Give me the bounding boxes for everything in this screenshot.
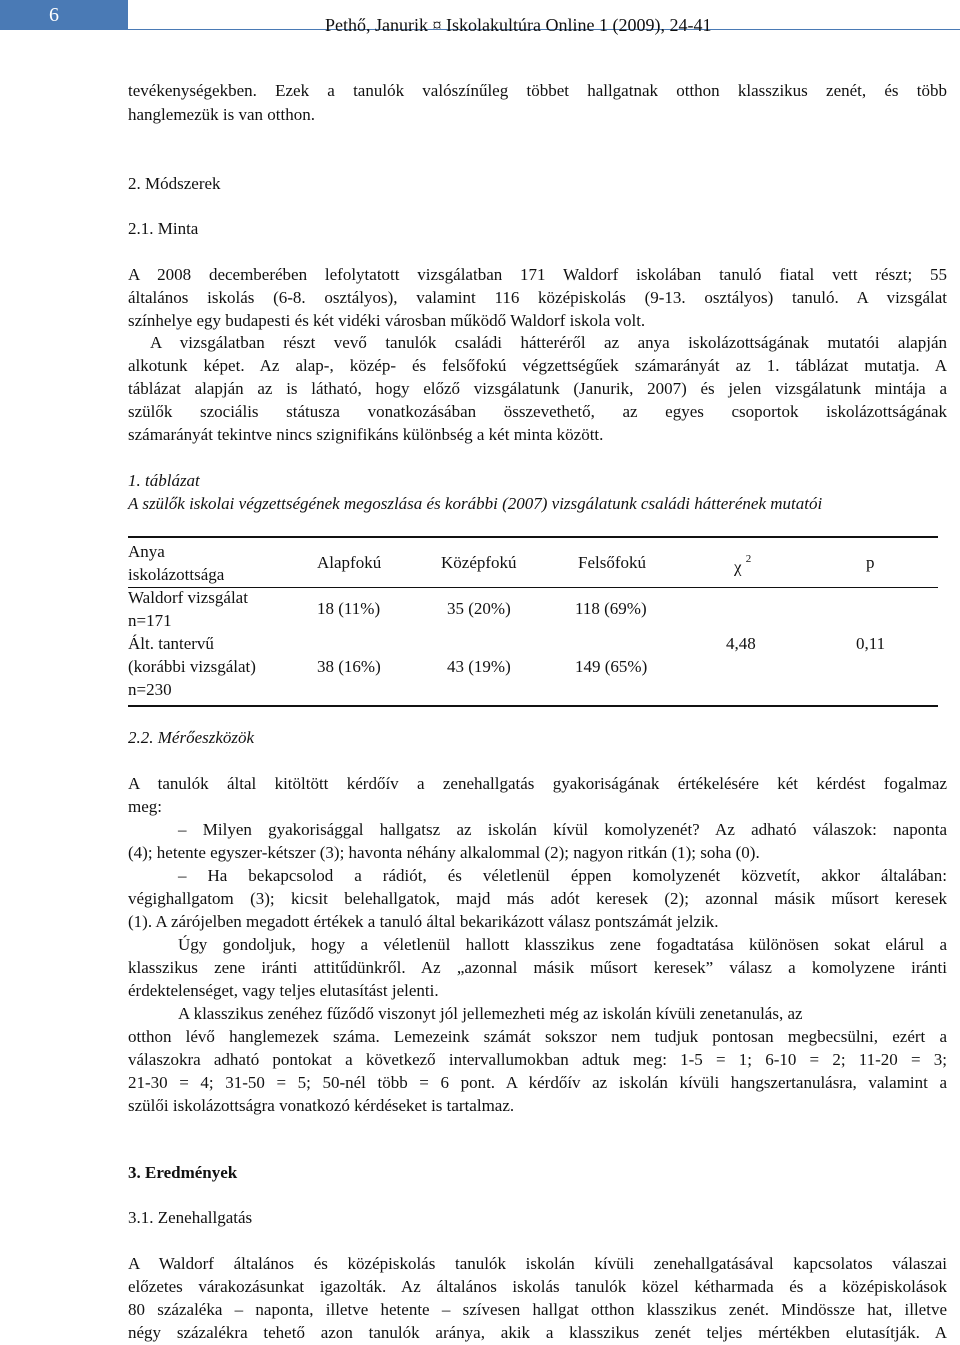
table-row-label: Ált. tantervű xyxy=(128,634,214,653)
paragraph-line: otthon lévő hanglemezek száma. Lemezeink számát sokszor nem tudjuk pontosan megbecsülni, ezért a xyxy=(128,1027,947,1046)
table-p-value: 0,11 xyxy=(856,634,886,653)
subsection-heading: 2.1. Minta xyxy=(128,219,199,238)
list-item-line: (1). A zárójelben megadott értékek a tanuló által bekarikázott válasz pontszámát jelzik. xyxy=(128,912,719,931)
running-title: Pethő, Janurik ¤ Iskolakultúra Online 1 (2009), 24-41 xyxy=(325,15,712,35)
table-header-cell: iskolázottsága xyxy=(128,565,225,584)
table-bottom-rule xyxy=(128,705,938,707)
section-heading: 3. Eredmények xyxy=(128,1163,238,1182)
paragraph-line: meg: xyxy=(128,797,162,816)
table-cell: 43 (19%) xyxy=(447,657,511,676)
paragraph-line: A 2008 decemberében lefolytatott vizsgálatban 171 Waldorf iskolában tanuló fiatal vett részt; 55 xyxy=(128,265,947,284)
paragraph-line: A Waldorf általános és középiskolás tanulók iskolán kívüli zenehallgatásával kapcsolatos válaszai xyxy=(128,1254,947,1273)
paragraph-line: általános iskolás (6-8. osztályos), valamint 116 középiskolás (9-13. osztályos) tanuló. A vizsgálat xyxy=(128,288,947,307)
paragraph-line: 80 százaléka – naponta, illetve hetente – szívesen hallgat otthon klasszikus zenét. Mindössze hat, illetve xyxy=(128,1300,947,1319)
page-number: 6 xyxy=(49,4,59,26)
subsection-heading: 2.2. Mérőeszközök xyxy=(128,728,255,747)
table-header-cell: Felsőfokú xyxy=(578,553,646,572)
table-cell: 38 (16%) xyxy=(317,657,381,676)
list-item-line: – Ha bekapcsolod a rádiót, és véletlenül éppen komolyzenét közvetít, akkor általában: xyxy=(178,866,947,885)
paragraph-line: A vizsgálatban részt vevő tanulók családi hátteréről az anya iskolázottságának mutatói alapján xyxy=(150,333,947,352)
paragraph-line: érdektelenséget, vagy teljes elutasítást jelenti. xyxy=(128,981,439,1000)
chi-symbol: χ xyxy=(734,557,742,577)
table-cell: 18 (11%) xyxy=(317,599,381,618)
table-header-cell: Anya xyxy=(128,542,165,561)
table-cell: 149 (65%) xyxy=(575,657,648,676)
paragraph-line: tevékenységekben. Ezek a tanulók valószínűleg többet hallgatnak otthon klasszikus zenét, és több xyxy=(128,81,947,100)
paragraph-line: előzetes várakozásunkat igazolták. Az általános iskolás tanulók közel kétharmada és a középiskolások xyxy=(128,1277,947,1296)
table-header-rule xyxy=(128,587,938,588)
table-row-label: n=171 xyxy=(128,611,172,630)
table-header-cell: p xyxy=(866,553,875,572)
table-top-rule xyxy=(128,536,938,538)
table-caption: A szülők iskolai végzettségének megoszlása és korábbi (2007) vizsgálatunk családi hátterének mutatói xyxy=(128,494,823,513)
table-header-cell xyxy=(734,552,751,579)
list-item-line: – Milyen gyakorisággal hallgatsz az iskolán kívül komolyzenét? Az adható válaszok: naponta xyxy=(178,820,947,839)
paragraph-line: szülők szociális státusza vonatkozásában összevethető, az egyes csoportok iskolázottságának xyxy=(128,402,947,421)
paragraph-line: hanglemezük is van otthon. xyxy=(128,105,315,124)
paragraph-line: 21-30 = 4; 31-50 = 5; 50-nél több = 6 pont. A kérdőív az iskolán kívüli hangszertanulásra, valamint a xyxy=(128,1073,947,1092)
paragraph-line: klasszikus zene iránti attitűdünkről. Az „azonnal másik műsort keresek” válasz a komolyzene iránti xyxy=(128,958,947,977)
table-row-label: (korábbi vizsgálat) xyxy=(128,657,256,676)
paragraph-line: A tanulók által kitöltött kérdőív a zenehallgatás gyakoriságának értékelésére két kérdést fogalmaz xyxy=(128,774,947,793)
paragraph-line: színhelye egy budapesti és két vidéki városban működő Waldorf iskola volt. xyxy=(128,311,646,330)
table-row-label: Waldorf vizsgálat xyxy=(128,588,248,607)
subsection-heading: 3.1. Zenehallgatás xyxy=(128,1208,253,1227)
table-header-cell: Középfokú xyxy=(441,553,517,572)
paragraph-line: alkotunk képet. Az alap-, közép- és felsőfokú végzettségűek számarányát az 1. táblázat mutatja. A xyxy=(128,356,947,375)
list-item-line: végighallgatom (3); kicsit belehallgatok, majd más adót keresek (2); azonnal másik műsort keresek xyxy=(128,889,947,908)
paragraph-line: A klasszikus zenéhez fűződő viszonyt jól jellemezheti még az iskolán kívüli zenetanulás, az xyxy=(178,1004,803,1023)
paragraph-line: Úgy gondoljuk, hogy a véletlenül hallott klasszikus zene fogadtatása különösen sokat elárul a xyxy=(178,935,947,954)
table-cell: 35 (20%) xyxy=(447,599,511,618)
paragraph-line: számarányát tekintve nincs szignifikáns különbség a két minta között. xyxy=(128,425,604,444)
chi-superscript: 2 xyxy=(745,553,752,565)
table-header-cell: Alapfokú xyxy=(317,553,382,572)
paragraph-line: válaszokra adható pontokat a következő intervallumokban adtuk meg: 1-5 = 1; 6-10 = 2; 11-20 = 3; xyxy=(128,1050,947,1069)
table-chi2-value: 4,48 xyxy=(726,634,756,653)
section-heading: 2. Módszerek xyxy=(128,174,221,193)
table-row-label: n=230 xyxy=(128,680,172,699)
paragraph-line: táblázat alapján az is látható, hogy előző vizsgálatunk (Janurik, 2007) és jelen vizsgálatunk mintája a xyxy=(128,379,947,398)
list-item-line: (4); hetente egyszer-kétszer (3); havonta néhány alkalommal (2); nagyon ritkán (1); soha (0). xyxy=(128,843,760,862)
table-number: 1. táblázat xyxy=(128,471,200,490)
table-cell: 118 (69%) xyxy=(575,599,647,618)
paragraph-line: négy százalékra tehető azon tanulók aránya, akik a klasszikus zenét teljes mértékben elutasítják. A xyxy=(128,1323,947,1342)
paragraph-line: szülői iskolázottságra vonatkozó kérdéseket is tartalmaz. xyxy=(128,1096,515,1115)
page-number-badge xyxy=(0,0,128,30)
